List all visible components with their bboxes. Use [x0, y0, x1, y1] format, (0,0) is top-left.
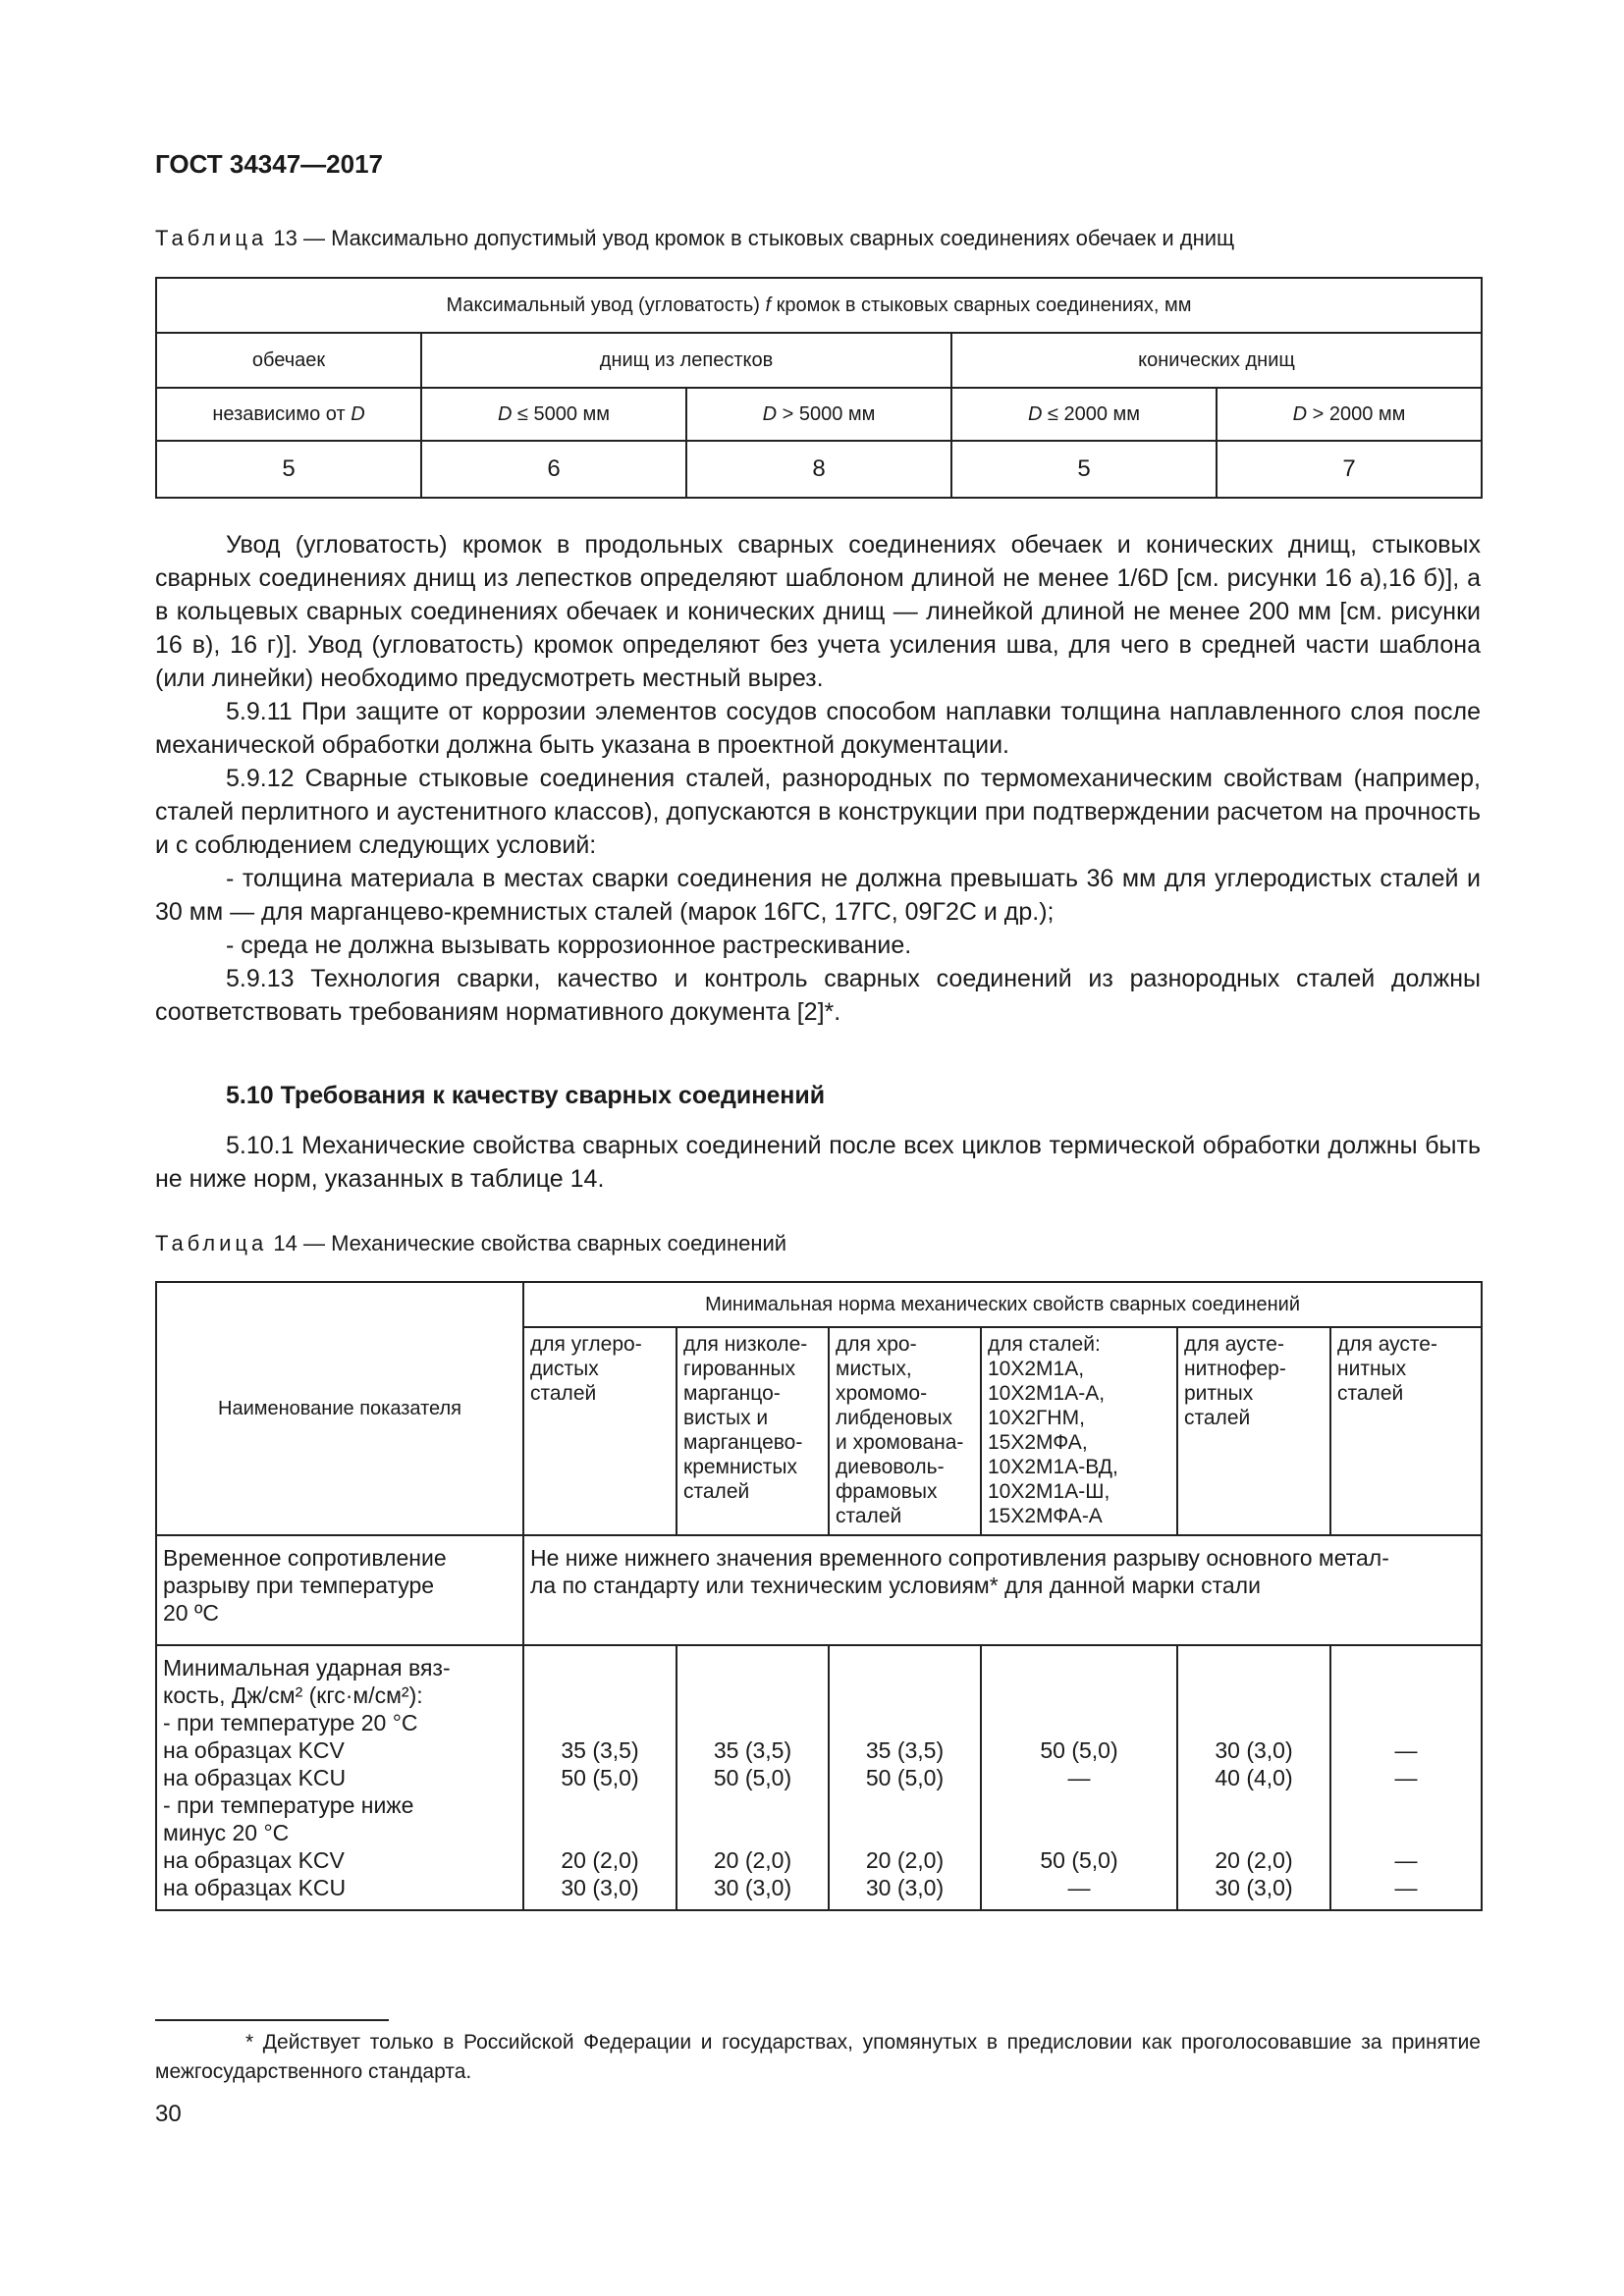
table-13-condition-cell: D ≤ 5000 мм [421, 388, 686, 441]
table-13-value-cell: 5 [156, 441, 421, 498]
table-14-column-header: для углеро- дистых сталей [523, 1327, 677, 1535]
paragraph: - среда не должна вызывать коррозионное растрескивание. [226, 932, 912, 959]
table-13-condition-cell: D > 5000 мм [686, 388, 951, 441]
table-13-condition-cell: D ≤ 2000 мм [951, 388, 1217, 441]
table-14-value-cell: 50 (5,0) — 50 (5,0) — [981, 1645, 1177, 1910]
table-13-caption [155, 226, 1234, 251]
table-13-value-cell: 5 [951, 441, 1217, 498]
paragraph: 5.9.11 При защите от коррозии элементов сосудов способом наплавки толщина наплавленного слоя после механической обработки должна быть указана в проектной документации. [155, 698, 1481, 759]
section-heading: 5.10 Требования к качеству сварных соединений [226, 1082, 826, 1109]
table-13-caption-text: 13 — Максимально допустимый увод кромок в стыковых сварных соединениях обечаек и днищ [267, 226, 1235, 250]
table-14-column-header: для хро- мистых, хромомо- либденовых и хромована- диевоволь- фрамовых сталей [829, 1327, 981, 1535]
table-14-row-name: Минимальная ударная вяз- кость, Дж/см² (кгс·м/см²): - при температуре 20 °С на образцах KCV на образцах KCU - при температуре ниже минус 20 °С на образцах KCV на образцах KCU [156, 1645, 523, 1910]
table-14-caption [155, 1231, 786, 1256]
footnote-divider [155, 2019, 389, 2021]
table-14-caption-text: 14 — Механические свойства сварных соединений [267, 1231, 787, 1255]
footnote: * Действует только в Российской Федерации и государствах, упомянутых в предисловии как проголосовавшие за принятие межгосударственного стандарта. [155, 2031, 1481, 2083]
section-body [155, 1129, 1481, 1196]
paragraph: 5.9.12 Сварные стыковые соединения сталей, разнородных по термомеханическим свойствам (например, сталей перлитного и аустенитного классов), допускаются в конструкции при подтверждении расчетом на прочность и с соблюдением следующих условий: [155, 765, 1481, 859]
table-13-value-cell: 7 [1217, 441, 1482, 498]
table-14-caption-word: Таблица [155, 1231, 268, 1255]
table-13-value-cell: 6 [421, 441, 686, 498]
table-14-column-header: для аусте- нитных сталей [1330, 1327, 1482, 1535]
table-14-column-header: для аусте- нитнофер- ритных сталей [1177, 1327, 1330, 1535]
table-14-norm-header: Минимальная норма механических свойств сварных соединений [523, 1282, 1482, 1327]
table-13 [155, 277, 1483, 499]
paragraph: Увод (угловатость) кромок в продольных сварных соединениях обечаек и конических днищ, стыковых сварных соединениях днищ из лепестков определяют шаблоном длиной не менее 1/6D [см. рисунки 16 а),16 б)], а в кольцевых сварных соединениях обечаек и конических днищ — линейкой длиной не менее 200 мм [см. рисунки 16 в), 16 г)]. Увод (угловатость) кромок определяют без учета усиления шва, для чего в средней части шаблона (или линейки) необходимо предусмотреть местный вырез. [155, 531, 1481, 692]
paragraph: 5.9.13 Технология сварки, качество и контроль сварных соединений из разнородных сталей должны соответствовать требованиям нормативного документа [2]*. [155, 965, 1481, 1026]
table-14-column-header: для низколе- гированных марганцо- вистых и марганцево- кремнистых сталей [677, 1327, 829, 1535]
table-13-group-cell: обечаек [156, 333, 421, 388]
table-13-caption-word: Таблица [155, 226, 268, 250]
page-number: 30 [155, 2101, 182, 2127]
table-14-value-cell: 35 (3,5) 50 (5,0) 20 (2,0) 30 (3,0) [829, 1645, 981, 1910]
table-13-group-cell: конических днищ [951, 333, 1482, 388]
paragraph: 5.10.1 Механические свойства сварных соединений после всех циклов термической обработки должны быть не ниже норм, указанных в таблице 14. [155, 1132, 1481, 1193]
table-14-row-name: Временное сопротивление разрыву при температуре 20 ºС [156, 1535, 523, 1645]
paragraph: - толщина материала в местах сварки соединения не должна превышать 36 мм для углеродистых сталей и 30 мм — для марганцево-кремнистых сталей (марок 16ГС, 17ГС, 09Г2С и др.); [155, 865, 1481, 926]
table-13-group-cell: днищ из лепестков [421, 333, 951, 388]
table-14-value-cell: — — — — [1330, 1645, 1482, 1910]
table-13-condition-cell: D > 2000 мм [1217, 388, 1482, 441]
table-14-name-header: Наименование показателя [156, 1282, 523, 1535]
table-13-condition-cell: независимо от D [156, 388, 421, 441]
table-13-value-cell: 8 [686, 441, 951, 498]
table-14-value-cell: 30 (3,0) 40 (4,0) 20 (2,0) 30 (3,0) [1177, 1645, 1330, 1910]
table-14-value-cell: 35 (3,5) 50 (5,0) 20 (2,0) 30 (3,0) [677, 1645, 829, 1910]
table-14-column-header: для сталей: 10Х2М1А, 10Х2М1А-А, 10Х2ГНМ, 15Х2МФА, 10Х2М1А-ВД, 10Х2М1А-Ш, 15Х2МФА-А [981, 1327, 1177, 1535]
table-13-title: Максимальный увод (угловатость) f кромок в стыковых сварных соединениях, мм [156, 278, 1482, 333]
body-text [155, 528, 1481, 1029]
document-code: ГОСТ 34347—2017 [155, 149, 383, 179]
table-14 [155, 1281, 1483, 1911]
table-14-row-value: Не ниже нижнего значения временного сопротивления разрыву основного метал- ла по стандарту или техническим условиям* для данной марки стали [523, 1535, 1482, 1645]
table-14-value-cell: 35 (3,5) 50 (5,0) 20 (2,0) 30 (3,0) [523, 1645, 677, 1910]
